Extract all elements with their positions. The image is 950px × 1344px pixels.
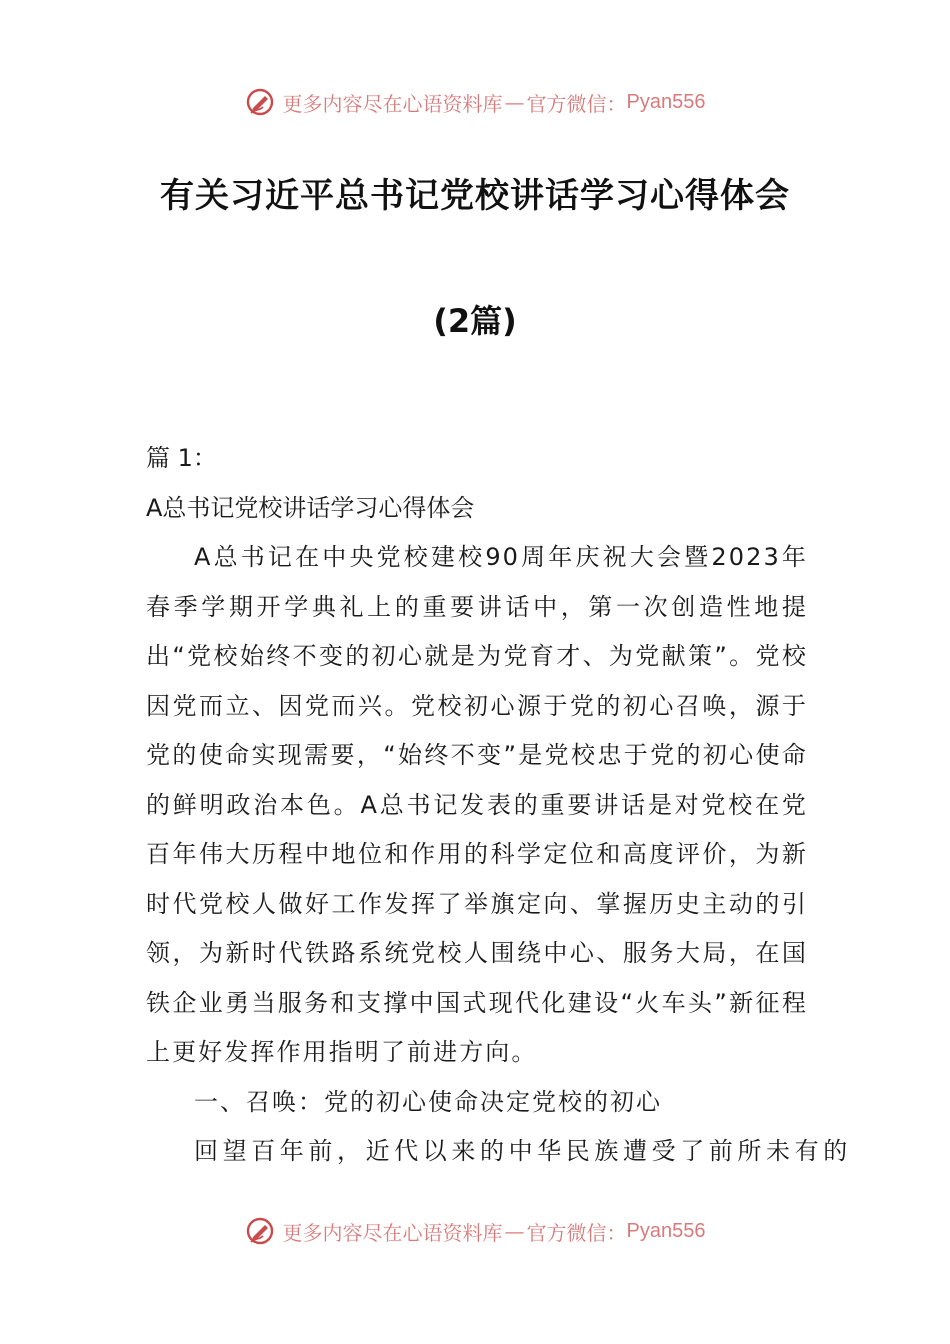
document-subtitle: (2篇) <box>433 302 517 340</box>
body-paragraph: 回望百年前，近代以来的中华民族遭受了前所未有的 <box>194 1137 852 1165</box>
section-label: 篇 1： <box>146 444 217 472</box>
watermark-text: 更多内容尽在心语资料库 <box>282 91 503 116</box>
watermark-separator: — <box>504 90 525 114</box>
watermark-label: 官方微信： <box>526 1220 627 1245</box>
article-title: A总书记党校讲话学习心得体会 <box>146 493 475 522</box>
document-body <box>146 434 852 1177</box>
watermark-label: 官方微信： <box>526 91 627 116</box>
body-paragraph: A总书记在中央党校建校90周年庆祝大会暨2023年春季学期开学典礼上的重要讲话中，第一次创造性地提出“党校始终不变的初心就是为党育才、为党献策”。党校因党而立、因党而兴。党校初心源于党的初心召唤，源于党的使命实现需要，“始终不变”是党校忠于党的初心使命的鲜明政治本色。A总书记发表的重要讲话是对党校在党百年伟大历程中地位和作用的科学定位和高度评价，为新时代党校人做好工作发挥了举旗定向、掌握历史主动的引领，为新时代铁路系统党校人围绕中心、服务大局，在国铁企业勇当服务和支撑中国式现代化建设“火车头”新征程上更好发挥作用指明了前进方向。 <box>146 543 808 1066</box>
section-heading: 一、召唤：党的初心使命决定党校的初心 <box>194 1087 662 1116</box>
watermark-id: Pyan556 <box>626 1219 706 1242</box>
pen-logo-icon <box>245 1216 275 1246</box>
watermark-footer <box>0 1211 950 1251</box>
watermark-text: 更多内容尽在心语资料库 <box>282 1220 503 1245</box>
document-title: 有关习近平总书记党校讲话学习心得体会 <box>160 176 790 216</box>
watermark-id: Pyan556 <box>626 90 706 113</box>
watermark-header <box>0 82 950 122</box>
pen-logo-icon <box>245 87 275 117</box>
watermark-separator: — <box>504 1219 525 1243</box>
